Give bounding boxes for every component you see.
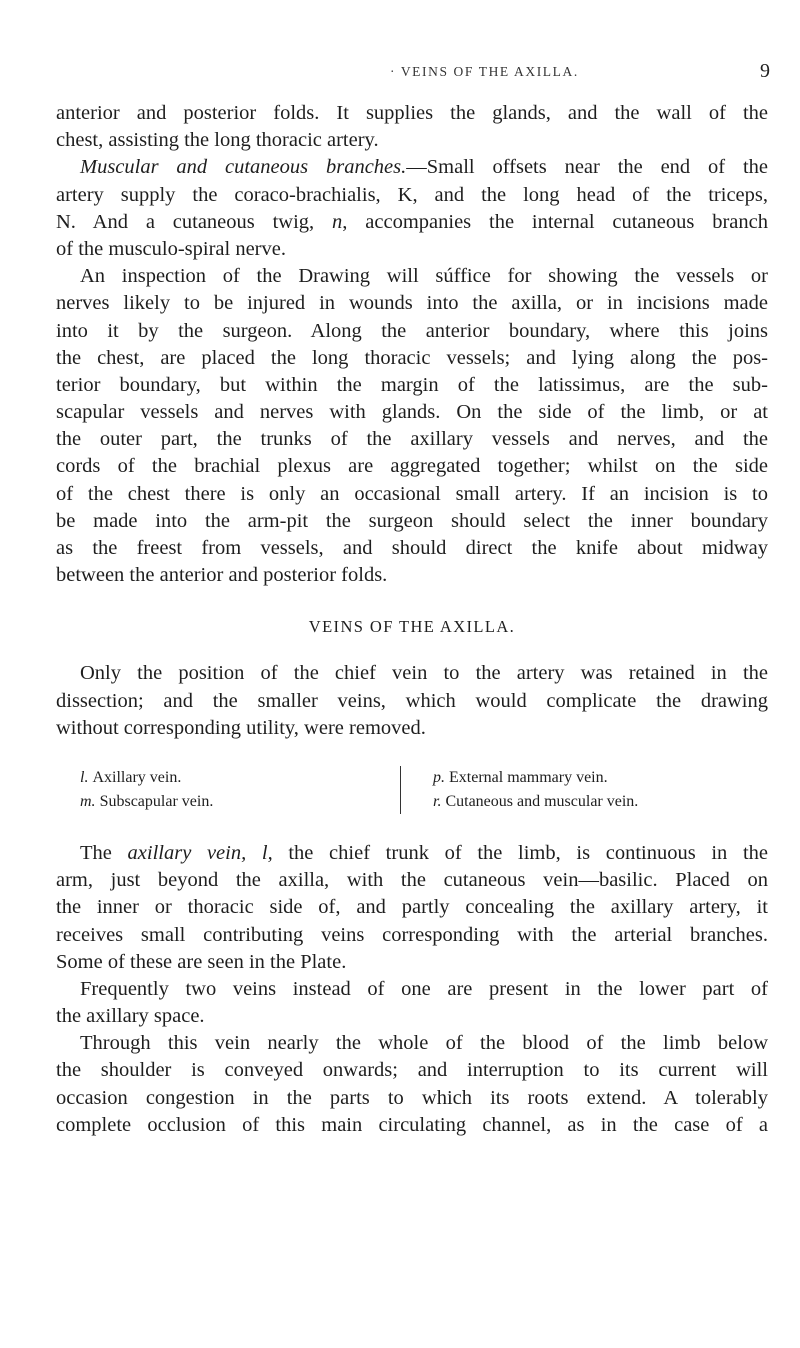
figure-legend bbox=[56, 766, 768, 814]
text-line: be made into the arm-pit the surgeon should select the inner boundary bbox=[56, 509, 768, 532]
running-head bbox=[0, 62, 800, 86]
text-line bbox=[56, 154, 768, 181]
legend-label: External mammary vein. bbox=[449, 768, 608, 786]
section-heading: VEINS OF THE AXILLA. bbox=[308, 617, 516, 637]
text-line: the inner or thoracic side of, and partly concealing the axillary artery, it bbox=[56, 896, 768, 919]
text-line: scapular vessels and nerves with glands. On the side of the limb, or at bbox=[56, 401, 768, 424]
legend-label: Axillary vein. bbox=[92, 768, 182, 786]
legend-key: r. bbox=[433, 792, 442, 810]
text-line: complete occlusion of this main circulating channel, as in the case of a bbox=[56, 1113, 768, 1136]
legend-column-left bbox=[56, 766, 400, 814]
legend-key: l. bbox=[80, 768, 89, 786]
text-line: An inspection of the Drawing will súffice for showing the vessels or bbox=[80, 265, 768, 288]
text-line: Only the position of the chief vein to the artery was retained in the bbox=[80, 662, 768, 685]
legend-key: m. bbox=[80, 792, 96, 810]
legend-entry bbox=[433, 790, 753, 814]
page-number: 9 bbox=[760, 60, 770, 82]
legend-entry bbox=[433, 766, 753, 790]
text-span: —Small offsets near the end of the bbox=[406, 156, 768, 179]
text-line: artery supply the coraco-brachialis, K, and the long head of the triceps, bbox=[56, 183, 768, 206]
text-line: between the anterior and posterior folds. bbox=[56, 564, 388, 587]
text-line: Through this vein nearly the whole of the blood of the limb below bbox=[80, 1032, 768, 1055]
text-span: N. And a cutaneous twig, bbox=[56, 210, 333, 233]
text-line: the shoulder is conveyed onwards; and interruption to its current will bbox=[56, 1059, 768, 1082]
figure-reference: n bbox=[332, 210, 343, 233]
text-line: Frequently two veins instead of one are present in the lower part of bbox=[80, 977, 768, 1000]
text-line: chest, assisting the long thoracic artery. bbox=[56, 129, 379, 152]
text-line: Some of these are seen in the Plate. bbox=[56, 950, 347, 973]
text-line: the chest, are placed the long thoracic vessels; and lying along the pos- bbox=[56, 346, 768, 369]
body-text bbox=[56, 100, 768, 1139]
text-span: The bbox=[80, 841, 128, 864]
text-line: occasion congestion in the parts to which its roots extend. A tolerably bbox=[56, 1086, 768, 1109]
text-line bbox=[56, 209, 768, 236]
text-line: into it by the surgeon. Along the anterior boundary, where this joins bbox=[56, 319, 768, 342]
text-line: without corresponding utility, were removed. bbox=[56, 716, 426, 739]
text-span: the chief trunk of the limb, is continuous in the bbox=[272, 841, 768, 864]
legend-key: p. bbox=[433, 768, 445, 786]
paragraph-heading: Muscular and cutaneous branches. bbox=[80, 156, 407, 179]
text-line: the outer part, the trunks of the axillary vessels and nerves, and the bbox=[56, 428, 768, 451]
legend-entry bbox=[80, 790, 400, 814]
legend-label: Cutaneous and muscular vein. bbox=[445, 792, 639, 810]
running-title: · VEINS OF THE AXILLA. bbox=[390, 64, 579, 79]
text-line: the axillary space. bbox=[56, 1005, 205, 1028]
text-span: , accompanies the internal cutaneous branch bbox=[342, 210, 768, 233]
text-line: as the freest from vessels, and should direct the knife about midway bbox=[56, 537, 768, 559]
text-line bbox=[56, 840, 768, 867]
text-line: dissection; and the smaller veins, which would complicate the drawing bbox=[56, 689, 768, 712]
text-line: arm, just beyond the axilla, with the cutaneous vein—basilic. Placed on bbox=[56, 869, 768, 892]
legend-column-right bbox=[400, 766, 753, 814]
legend-label: Subscapular vein. bbox=[99, 792, 214, 810]
text-line: receives small contributing veins corresponding with the arterial branches. bbox=[56, 923, 768, 946]
text-line: of the musculo-spiral nerve. bbox=[56, 237, 286, 260]
text-line: nerves likely to be injured in wounds into the axilla, or in incisions made bbox=[56, 292, 768, 315]
text-line: cords of the brachial plexus are aggregated together; whilst on the side bbox=[56, 455, 768, 478]
text-line: of the chest there is only an occasional small artery. If an incision is to bbox=[56, 482, 768, 505]
legend-entry bbox=[80, 766, 400, 790]
text-line: terior boundary, but within the margin of the latissimus, are the sub- bbox=[56, 373, 768, 396]
term: axillary vein, l, bbox=[127, 841, 273, 864]
text-line: anterior and posterior folds. It supplies the glands, and the wall of the bbox=[56, 102, 768, 124]
